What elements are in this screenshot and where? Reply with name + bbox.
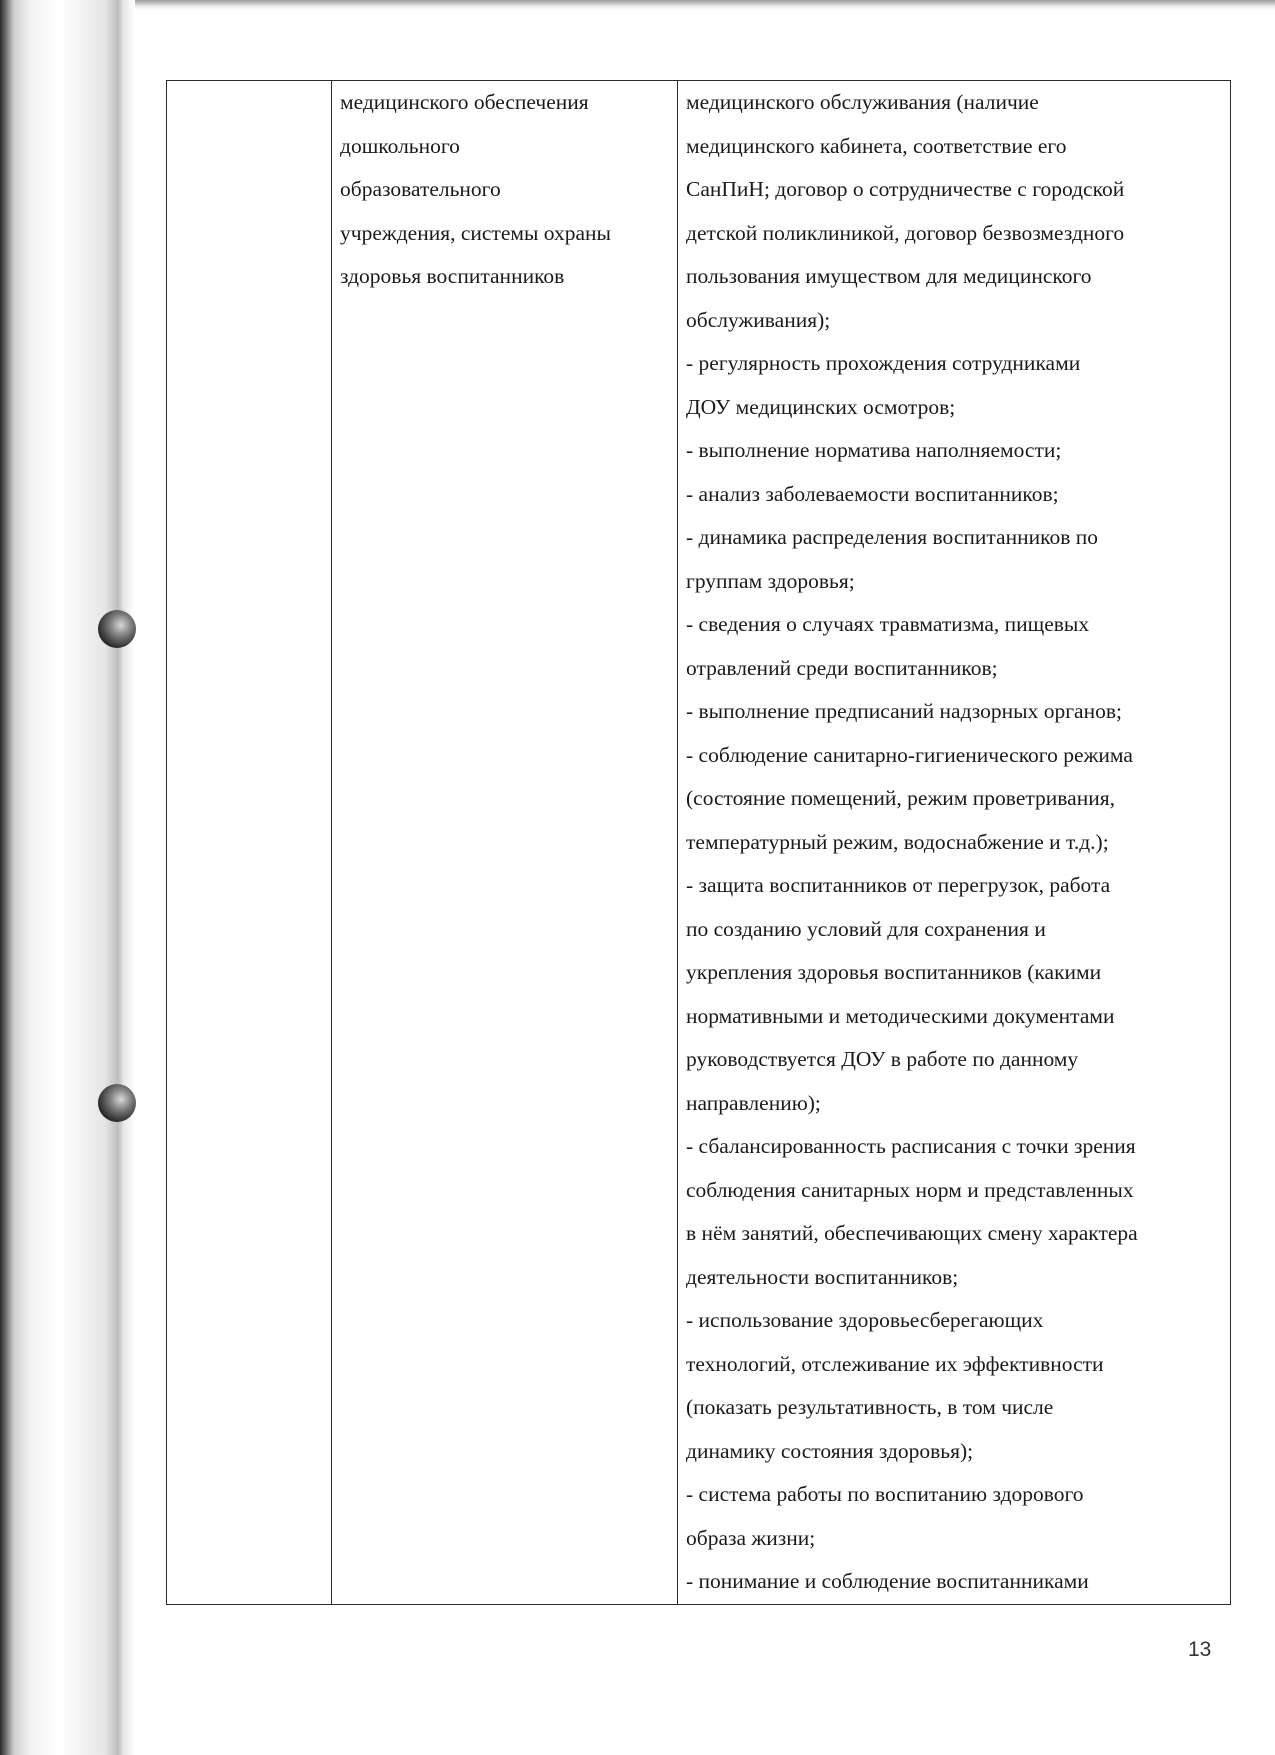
text-line: - регулярность прохождения сотрудниками — [686, 351, 1081, 375]
text-line: нормативными и методическими документами — [686, 1003, 1115, 1028]
text-line: - динамика распределения воспитанников по — [686, 525, 1099, 549]
text-line: образа жизни; — [686, 1525, 816, 1550]
text-line: детской поликлиникой, договор безвозмездного — [686, 220, 1125, 245]
text-line: пользования имуществом для медицинского — [686, 264, 1092, 288]
text-line: по созданию условий для сохранения и — [686, 916, 1046, 941]
text-line: обслуживания); — [686, 307, 831, 332]
table-cell-number — [167, 81, 332, 1605]
text-line: (показать результативность, в том числе — [686, 1395, 1054, 1419]
text-line: дошкольного — [340, 133, 460, 158]
text-line: - сведения о случаях травматизма, пищевых — [686, 612, 1090, 636]
text-line: медицинского обеспечения — [340, 90, 589, 114]
text-line: отравлений среди воспитанников; — [686, 655, 998, 680]
text-line: здоровья воспитанников — [340, 264, 565, 288]
text-line: образовательного — [340, 177, 501, 201]
text-line: СанПиН; договор о сотрудничестве с городской — [686, 177, 1125, 201]
text-line: - использование здоровьесберегающих — [686, 1308, 1044, 1332]
punch-hole — [98, 1084, 136, 1122]
text-line: руководствуется ДОУ в работе по данному — [686, 1047, 1079, 1071]
punch-hole — [98, 610, 136, 648]
text-line: (состояние помещений, режим проветривания, — [686, 786, 1115, 810]
table-cell-indicators — [678, 81, 1231, 1605]
page-number: 13 — [1188, 1638, 1212, 1661]
text-line: - понимание и соблюдение воспитанниками — [686, 1569, 1089, 1593]
indicators-text — [686, 81, 1222, 1604]
text-line: в нём занятий, обеспечивающих смену характера — [686, 1221, 1138, 1245]
text-line: - анализ заболеваемости воспитанников; — [686, 481, 1059, 506]
text-line: динамику состояния здоровья); — [686, 1438, 974, 1463]
criterion-text — [340, 81, 669, 299]
scan-top-shadow — [0, 0, 1275, 10]
text-line: группам здоровья; — [686, 568, 855, 593]
text-line: укрепления здоровья воспитанников (какими — [686, 960, 1102, 984]
text-line: медицинского обслуживания (наличие — [686, 90, 1039, 114]
text-line: - система работы по воспитанию здорового — [686, 1482, 1084, 1506]
text-line: температурный режим, водоснабжение и т.д.); — [686, 829, 1109, 854]
text-line: учреждения, системы охраны — [340, 220, 612, 245]
table-cell-criterion — [332, 81, 678, 1605]
text-line: - выполнение предписаний надзорных органов; — [686, 699, 1122, 723]
scan-binding-edge — [0, 0, 135, 1755]
text-line: - сбалансированность расписания с точки зрения — [686, 1134, 1136, 1158]
table-row — [167, 81, 1231, 1605]
text-line: деятельности воспитанников; — [686, 1264, 959, 1289]
text-line: технологий, отслеживание их эффективности — [686, 1351, 1104, 1376]
text-line: - выполнение норматива наполняемости; — [686, 438, 1062, 462]
document-table — [166, 80, 1231, 1605]
text-line: - соблюдение санитарно-гигиенического режима — [686, 742, 1133, 767]
text-line: направлению); — [686, 1090, 821, 1115]
text-line: ДОУ медицинских осмотров; — [686, 394, 956, 419]
text-line: соблюдения санитарных норм и представленных — [686, 1177, 1134, 1202]
text-line: медицинского кабинета, соответствие его — [686, 133, 1067, 158]
text-line: - защита воспитанников от перегрузок, работа — [686, 873, 1111, 897]
